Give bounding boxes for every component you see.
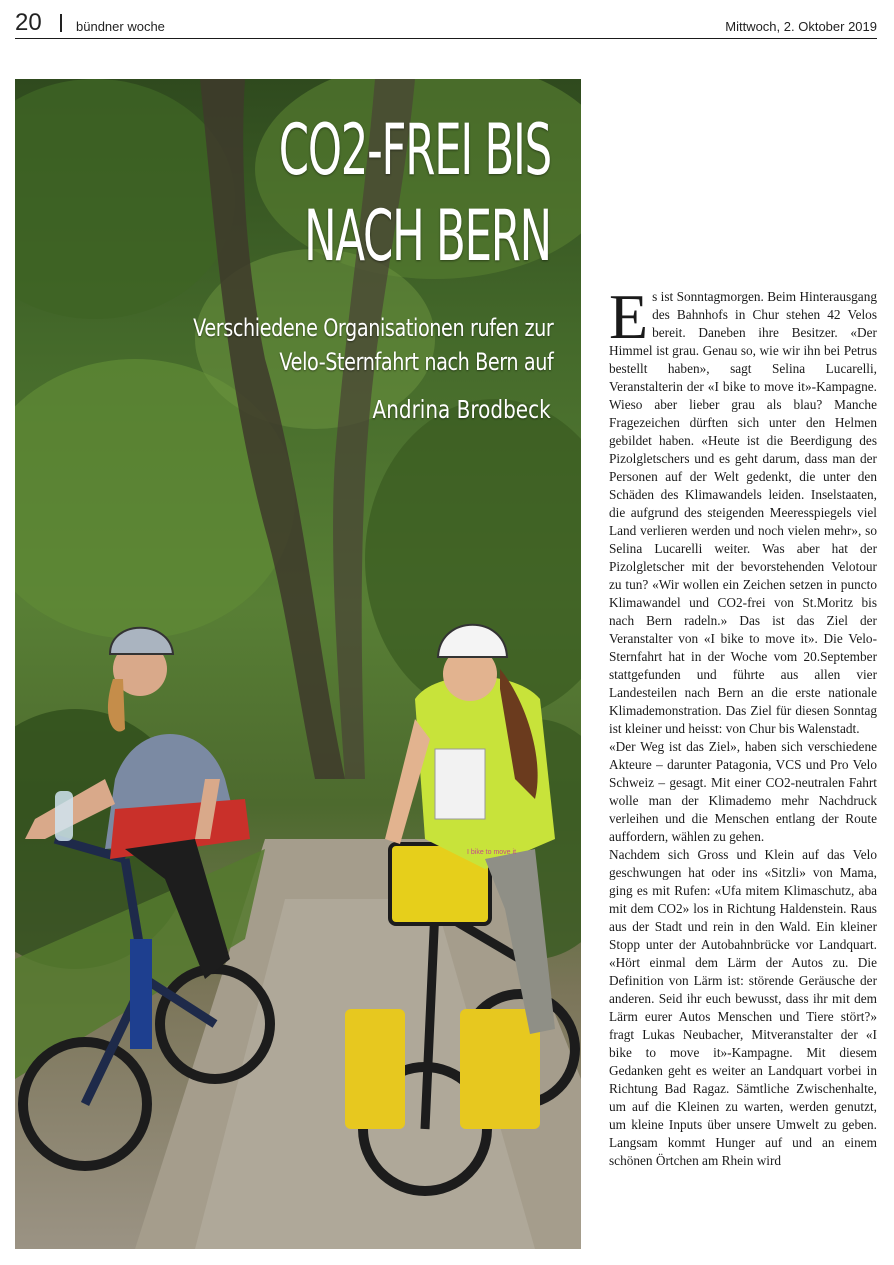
page-number: 20 bbox=[15, 9, 42, 36]
article-paragraph: «Der Weg ist das Ziel», haben sich verschiedene Akteure – darunter Patagonia, VCS und Pro Velo Schweiz – gesagt. Mit einer CO2-neutralen Fahrt wolle man der Klimademo mehr Nachdruck verleihen und die Menschen entlang der Route auffordern, wählen zu gehen. bbox=[609, 739, 877, 844]
headline bbox=[279, 107, 551, 279]
hero-photo bbox=[15, 79, 581, 1249]
subheadline bbox=[193, 311, 553, 379]
subhead-line-1: Verschiedene Organisationen rufen zur bbox=[192, 314, 553, 342]
article-body bbox=[609, 281, 877, 1170]
header-separator bbox=[60, 14, 62, 32]
issue-date: Mittwoch, 2. Oktober 2019 bbox=[725, 19, 877, 34]
paragraph-text: s ist Sonntagmorgen. Beim Hinterausgang des Bahnhofs in Chur stehen 42 Velos bereit. Daneben ihre Besitzer. «Der Himmel ist grau. Genau so, wie wir ihn bei Petrus bestellt haben», sagt Selina Lucarelli, Veranstalterin der «I bike to move it»-Kampagne. Wieso aber lieber grau als blau? Manche Fragezeichen dürften sich unter den Helmen gebildet haben. «Heute ist die Beerdigung des Pizolgletschers und es geht darum, dass man der Personen auf der Welt gedenkt, die unter den Schäden des Klimawandels leiden. Inselstaaten, die aufgrund des steigenden Meeresspiegels viel Land verlieren werden und noch vielen mehr», so Selina Lucarelli weiter. Was aber hat der Pizolgletscher mit der bevorstehenden Velotour zu tun? «Wir wollen ein Zeichen setzen in puncto Klimawandel und CO2-frei von St.Moritz bis nach Bern radeln.» Das ist das Ziel der Veranstalter von «I bike to move it». Die Velo-Sternfahrt hat in der Woche vom 20.September stattgefunden und führte aus allen vier Landesteilen nach Bern an die erste nationale Klimademonstration. Das Ziel für diesen Sonntag ist kleiner und heisst: von Chur bis Walenstadt. bbox=[609, 289, 877, 736]
article-paragraph: Nachdem sich Gross und Klein auf das Velo geschwungen hat oder ins «Sitzli» von Mama, ging es mit Rufen: «Ufa mitem Klimaschutz, aba mit dem CO2» los in Richtung Haldenstein. Raus aus der Stadt und rein in den Wald. Ein kleiner Stopp unter der Autobahnbrücke vor Landquart. «Hört einmal dem Lärm der Autos zu. Die Definition von Lärm ist: störende Geräusche der anderen. Seid ihr euch bewusst, dass ihr mit dem Lärm eurer Autos Menschen und Tiere stört?» fragt Lukas Neubacher, Mitveranstalter der «I bike to move it»-Kampagne. Mit diesem Gedanken geht es weiter an Landquart vorbei in Richtung Bad Ragaz. Sämtliche Zwischenhalte, um auf die Kleinen zu warten, werden genutzt, um kleine Inputs über unsere Umwelt zu geben. Langsam kommt Hunger auf und an einem schönen Örtchen am Rhein wird bbox=[609, 847, 877, 1168]
publication-name: bündner woche bbox=[76, 19, 165, 34]
headline-line-2: NACH BERN bbox=[304, 195, 551, 277]
headline-line-1: CO2-FREI BIS bbox=[278, 109, 551, 191]
article-paragraph bbox=[609, 281, 877, 738]
subhead-line-2: Velo-Sternfahrt nach Bern auf bbox=[279, 348, 553, 376]
page-header bbox=[15, 8, 877, 39]
author-byline: Andrina Brodbeck bbox=[372, 395, 551, 424]
handlebar-sign-text: I bike to move it bbox=[467, 849, 517, 856]
drop-cap: E bbox=[609, 281, 649, 352]
